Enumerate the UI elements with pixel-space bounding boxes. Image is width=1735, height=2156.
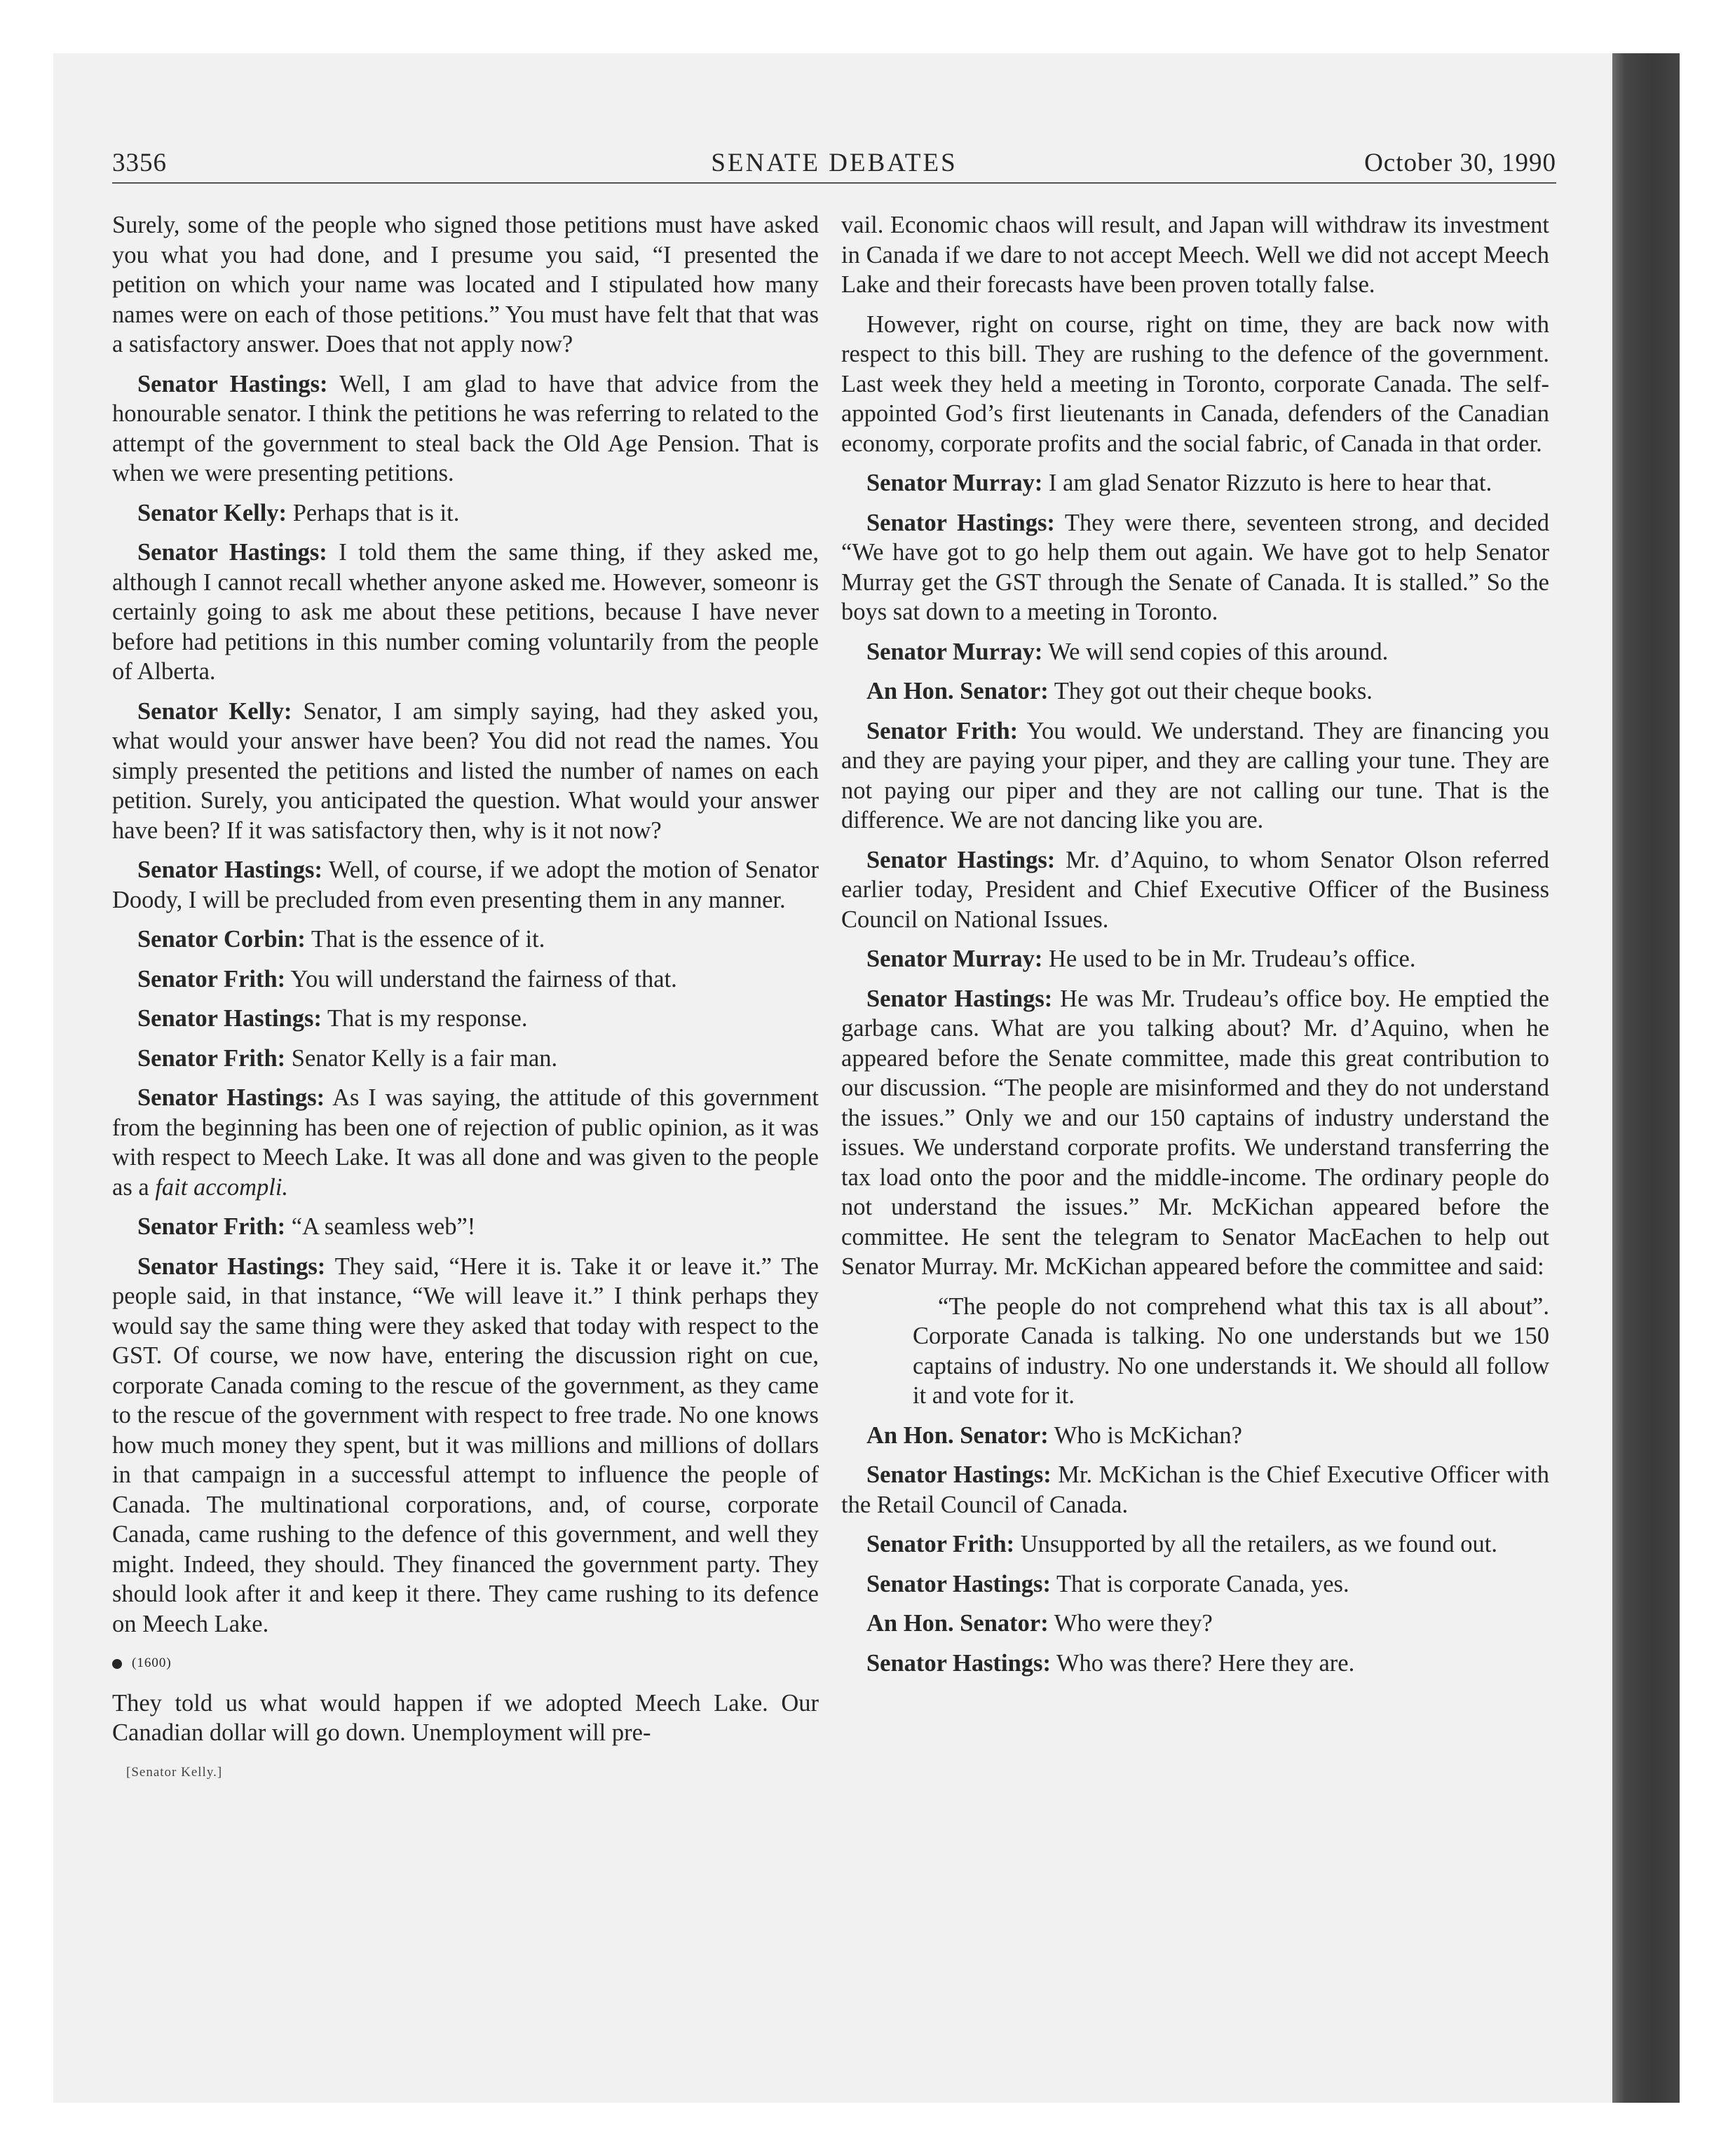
paragraph [112, 925, 819, 955]
speech-text: Who was there? Here they are. [1050, 1649, 1355, 1677]
speech-text: As I was saying, the attitude of this government from the beginning has been one of rejection of public opinion, as it was with respect to Meech Lake. It was all done and was given to the people as a [112, 1084, 819, 1201]
speaker-name: Senator Hastings: [866, 985, 1053, 1012]
paragraph [841, 1649, 1549, 1679]
paragraph [841, 637, 1549, 667]
speech-text: Senator, I am simply saying, had they asked you, what would your answer have been? You did not read the names. You simply presented the petitions and listed the number of names on each petition. Surely, you anticipated the question. What would your answer have been? If it was satisfactory then, why is it not now? [112, 697, 819, 844]
speaker-name: Senator Hastings: [866, 1649, 1051, 1677]
speaker-name: Senator Frith: [137, 1213, 286, 1240]
paragraph: vail. Economic chaos will result, and Japan will withdraw its investment in Canada if we dare to not accept Meech. Well we did not accept Meech Lake and their forecasts have been proven totally false. [841, 212, 1549, 298]
speaker-name: Senator Hastings: [137, 857, 322, 883]
paragraph [841, 944, 1549, 974]
paragraph [112, 1044, 819, 1074]
speech-text: He was Mr. Trudeau’s office boy. He emptied the garbage cans. What are you talking about? Mr. d’Aquino, when he appeared before the Senate committee, made this great contribution to our discussion. “The people are misinformed and they do not understand the issues.” Only we and our 150 captains of industry understand the issues. We understand corporate profits. We understand transferring the tax load onto the poor and the middle-income. The ordinary people do not understand the issues.” Mr. McKichan appeared before the committee. He sent the telegram to Senator MacEachen to help out Senator Murray. Mr. McKichan appeared before the committee and said: [841, 985, 1549, 1280]
paragraph [112, 538, 819, 687]
speech-text: I told them the same thing, if they asked me, although I cannot recall whether anyone asked me. However, someonr is certainly going to ask me about these petitions, because I have never before had petitions in this number coming voluntarily from the people of Alberta. [112, 539, 819, 685]
paragraph [841, 1529, 1549, 1560]
page-header [112, 143, 1556, 184]
paragraph [841, 716, 1549, 835]
speech-text: Well, of course, if we adopt the motion of Senator Doody, I will be precluded from even presenting them in any manner. [112, 857, 819, 913]
paragraph [841, 845, 1549, 935]
speaker-name: An Hon. Senator: [866, 1421, 1049, 1449]
speaker-name: Senator Corbin: [137, 926, 306, 953]
speaker-name: Senator Kelly: [137, 499, 287, 526]
speech-text: Perhaps that is it. [287, 499, 460, 526]
speech-text: Unsupported by all the retailers, as we found out. [1014, 1531, 1498, 1557]
speaker-name: Senator Murray: [866, 638, 1043, 665]
paragraph: They told us what would happen if we adopted Meech Lake. Our Canadian dollar will go down. Unemployment will pre- [112, 1689, 819, 1746]
speech-text: Who is McKichan? [1048, 1421, 1242, 1449]
speech-text: You would. We understand. They are financing you and they are paying your piper, and they are calling your tune. They are not paying our piper and they are not calling our tune. That is the difference. We are not dancing like you are. [841, 717, 1549, 833]
speech-text: They said, “Here it is. Take it or leave it.” The people said, in that instance, “We will leave it.” I think perhaps they would say the same thing were they asked that today with respect to the GST. Of course, we now have, entering the discussion right on cue, corporate Canada coming to the rescue of the government, as they came to the rescue of the government with respect to free trade. No one knows how much money they spent, but it was millions and millions of dollars in that campaign in a successful attempt to influence the people of Canada. The multinational corporations, and, of course, corporate Canada, came rushing to the defence of this government, and well they might. Indeed, they should. They financed the government party. They should look after it and keep it there. They came rushing to its defence on Meech Lake. [112, 1253, 819, 1637]
speaker-name: Senator Hastings: [137, 1253, 326, 1280]
speech-text: Mr. McKichan is the Chief Executive Officer with the Retail Council of Canada. [841, 1461, 1549, 1518]
left-column [112, 210, 819, 1797]
paragraph [841, 1609, 1549, 1639]
speech-text: Senator Kelly is a fair man. [285, 1044, 558, 1072]
speaker-name: Senator Hastings: [866, 509, 1055, 536]
page-title: SENATE DEBATES [711, 149, 958, 177]
speaker-name: Senator Frith: [137, 965, 286, 992]
paragraph: Surely, some of the people who signed those petitions must have asked you what you had done, and I presume you said, “I presented the petition on which your name was located and I stipulated how many names were on each of those petitions.” You must have felt that that was a satisfactory answer. Does that not apply now? [112, 212, 819, 357]
paragraph [841, 676, 1549, 707]
time-marker-label: (1600) [132, 1656, 172, 1670]
speech-text: He used to be in Mr. Trudeau’s office. [1042, 946, 1416, 972]
paragraph [112, 369, 819, 489]
paragraph [112, 964, 819, 995]
speech-text: Who were they? [1048, 1610, 1213, 1637]
speech-text: We will send copies of this around. [1042, 638, 1389, 665]
paragraph [841, 984, 1549, 1282]
paragraph [112, 855, 819, 915]
time-marker [112, 1649, 819, 1679]
speech-text: Well, I am glad to have that advice from the honourable senator. I think the petitions he was referring to related to the attempt of the government to steal back the Old Age Pension. That is when we were presenting petitions. [112, 370, 819, 486]
page-footer-note: [Senator Kelly.] [126, 1764, 223, 1780]
paragraph [841, 1421, 1549, 1451]
speech-text: Mr. d’Aquino, to whom Senator Olson referred earlier today, President and Chief Executive Officer of the Business Council on National Issues. [841, 846, 1549, 933]
speaker-name: An Hon. Senator: [866, 678, 1049, 704]
page-number: 3356 [112, 149, 167, 177]
speaker-name: Senator Hastings: [137, 370, 328, 397]
speaker-name: Senator Hastings: [866, 846, 1056, 873]
paragraph [112, 1252, 819, 1639]
paragraph [112, 1083, 819, 1202]
speaker-name: Senator Murray: [866, 470, 1043, 496]
paragraph [841, 468, 1549, 498]
paragraph [841, 1569, 1549, 1599]
speaker-name: Senator Hastings: [137, 539, 327, 566]
speaker-name: Senator Frith: [137, 1044, 286, 1072]
paragraph [841, 508, 1549, 627]
speech-text: That is my response. [321, 1005, 528, 1032]
italic-phrase: fait accompli. [155, 1173, 289, 1201]
speaker-name: Senator Frith: [866, 1531, 1015, 1557]
speaker-name: Senator Hastings: [137, 1005, 322, 1032]
speech-text: “A seamless web”! [285, 1213, 476, 1240]
paragraph [112, 498, 819, 528]
speaker-name: Senator Hastings: [137, 1084, 325, 1111]
speech-text: That is corporate Canada, yes. [1050, 1570, 1349, 1597]
paragraph [112, 1212, 819, 1242]
right-column [841, 210, 1549, 1688]
page-date: October 30, 1990 [1364, 149, 1556, 177]
speech-text: They were there, seventeen strong, and decided “We have got to go help them out again. We have got to help Senator Murray get the GST through the Senate of Canada. It is stalled.” So the boys sat down to a meeting in Toronto. [841, 509, 1550, 625]
speech-text: I am glad Senator Rizzuto is here to hear that. [1042, 470, 1492, 496]
paragraph [112, 697, 819, 846]
speech-text: You will understand the fairness of that. [285, 965, 677, 992]
speaker-name: Senator Hastings: [866, 1570, 1051, 1597]
speaker-name: Senator Murray: [866, 946, 1043, 972]
block-quote: “The people do not comprehend what this tax is all about”. Corporate Canada is talking. No one understands but we 150 captains of industry. No one understands it. We should all follow it and vote for it. [913, 1292, 1549, 1409]
paragraph: However, right on course, right on time, they are back now with respect to this bill. They are rushing to the defence of the government. Last week they held a meeting in Toronto, corporate Canada. The self-appointed God’s first lieutenants in Canada, defenders of the Canadian economy, corporate profits and the social fabric, of Canada in that order. [841, 311, 1549, 457]
bullet-dot-icon [112, 1659, 122, 1669]
speech-text: That is the essence of it. [305, 926, 545, 953]
scan-edge-shadow [1612, 53, 1680, 2103]
paragraph [841, 1460, 1549, 1520]
paragraph [112, 1004, 819, 1034]
speaker-name: Senator Hastings: [866, 1461, 1052, 1488]
speaker-name: Senator Frith: [866, 717, 1019, 744]
speaker-name: An Hon. Senator: [866, 1610, 1049, 1637]
speaker-name: Senator Kelly: [137, 697, 292, 725]
speech-text: They got out their cheque books. [1048, 678, 1373, 704]
